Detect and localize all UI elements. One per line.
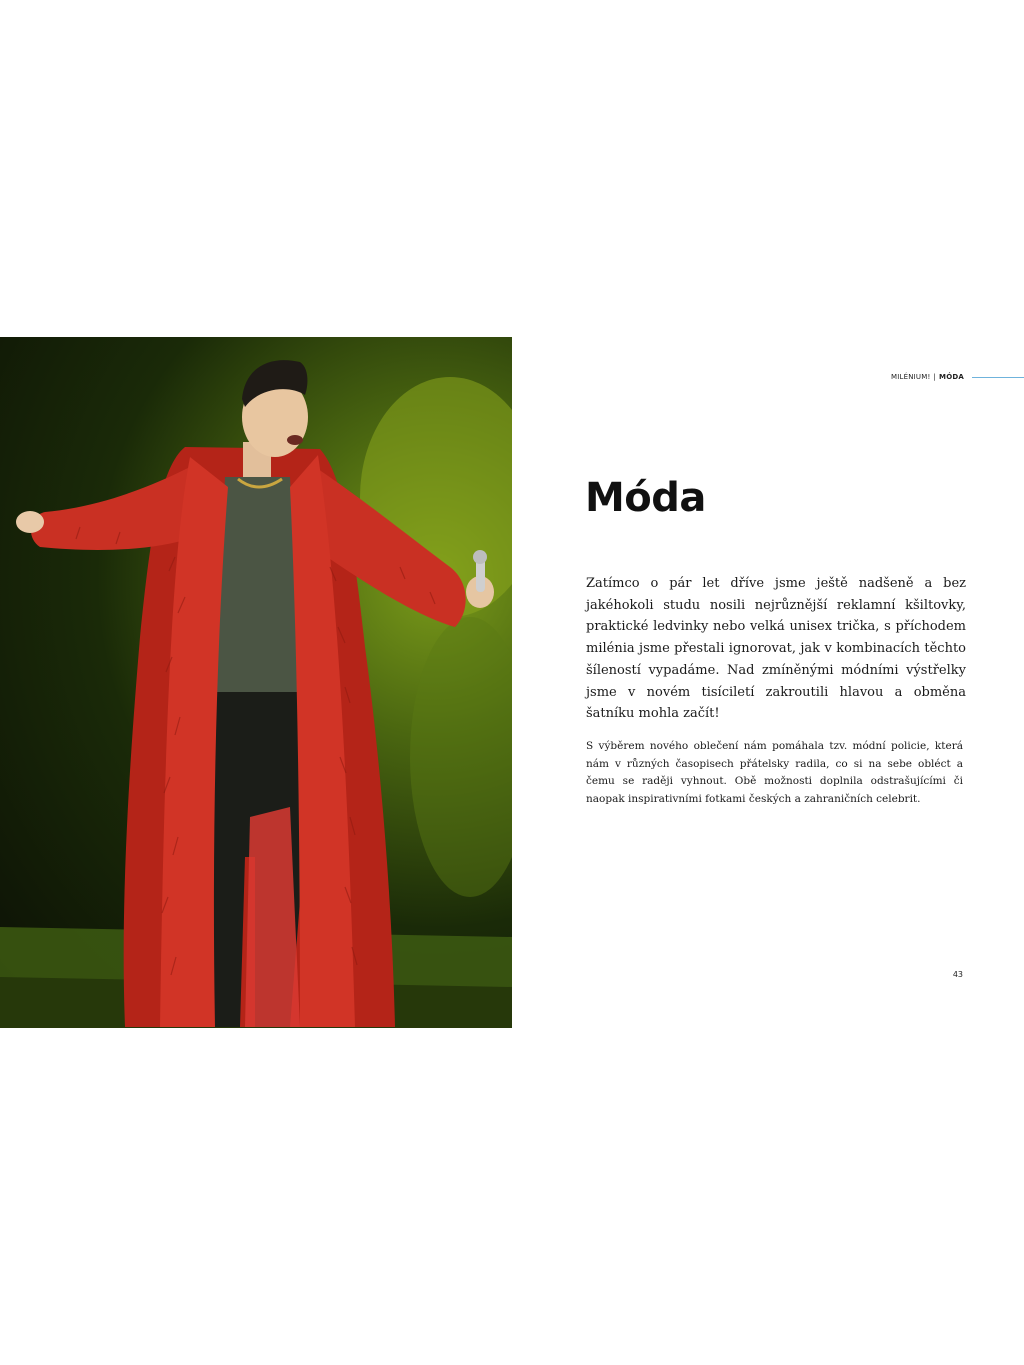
- running-head-section: MILÉNIUM!: [890, 373, 931, 381]
- lead-paragraph: Zatímco o pár let dříve jsme ještě nadšeně a bez jakéhokoli studu nosili nejrůznější reklamní kšiltovky, praktické ledvinky nebo velká unisex trička, s příchodem milénia jsme přestali ignorovat, jak v kombinacích těchto šíleností vypadáme. Nad zmíněnými módními výstřelky jsme v novém tisíciletí zakroutili hlavou a obměna šatníku mohla začít!: [586, 576, 966, 722]
- page-number: 43: [952, 970, 963, 979]
- page-title: Móda: [585, 475, 706, 521]
- running-head-separator: |: [933, 373, 937, 381]
- running-head-chapter: MÓDA: [939, 373, 964, 381]
- singer-photo: [0, 337, 512, 1028]
- singer-illustration: [0, 337, 512, 1028]
- body-paragraph: S výběrem nového oblečení nám pomáhala tzv. módní policie, která nám v různých časopisech přátelsky radila, co si na sebe obléct a čemu se raději vyhnout. Obě možnosti doplnila odstrašujícími či naopak inspirativními fotkami českých a zahraničních celebrit.: [586, 740, 963, 805]
- running-head-rule: [972, 377, 1024, 378]
- running-head: [891, 373, 964, 381]
